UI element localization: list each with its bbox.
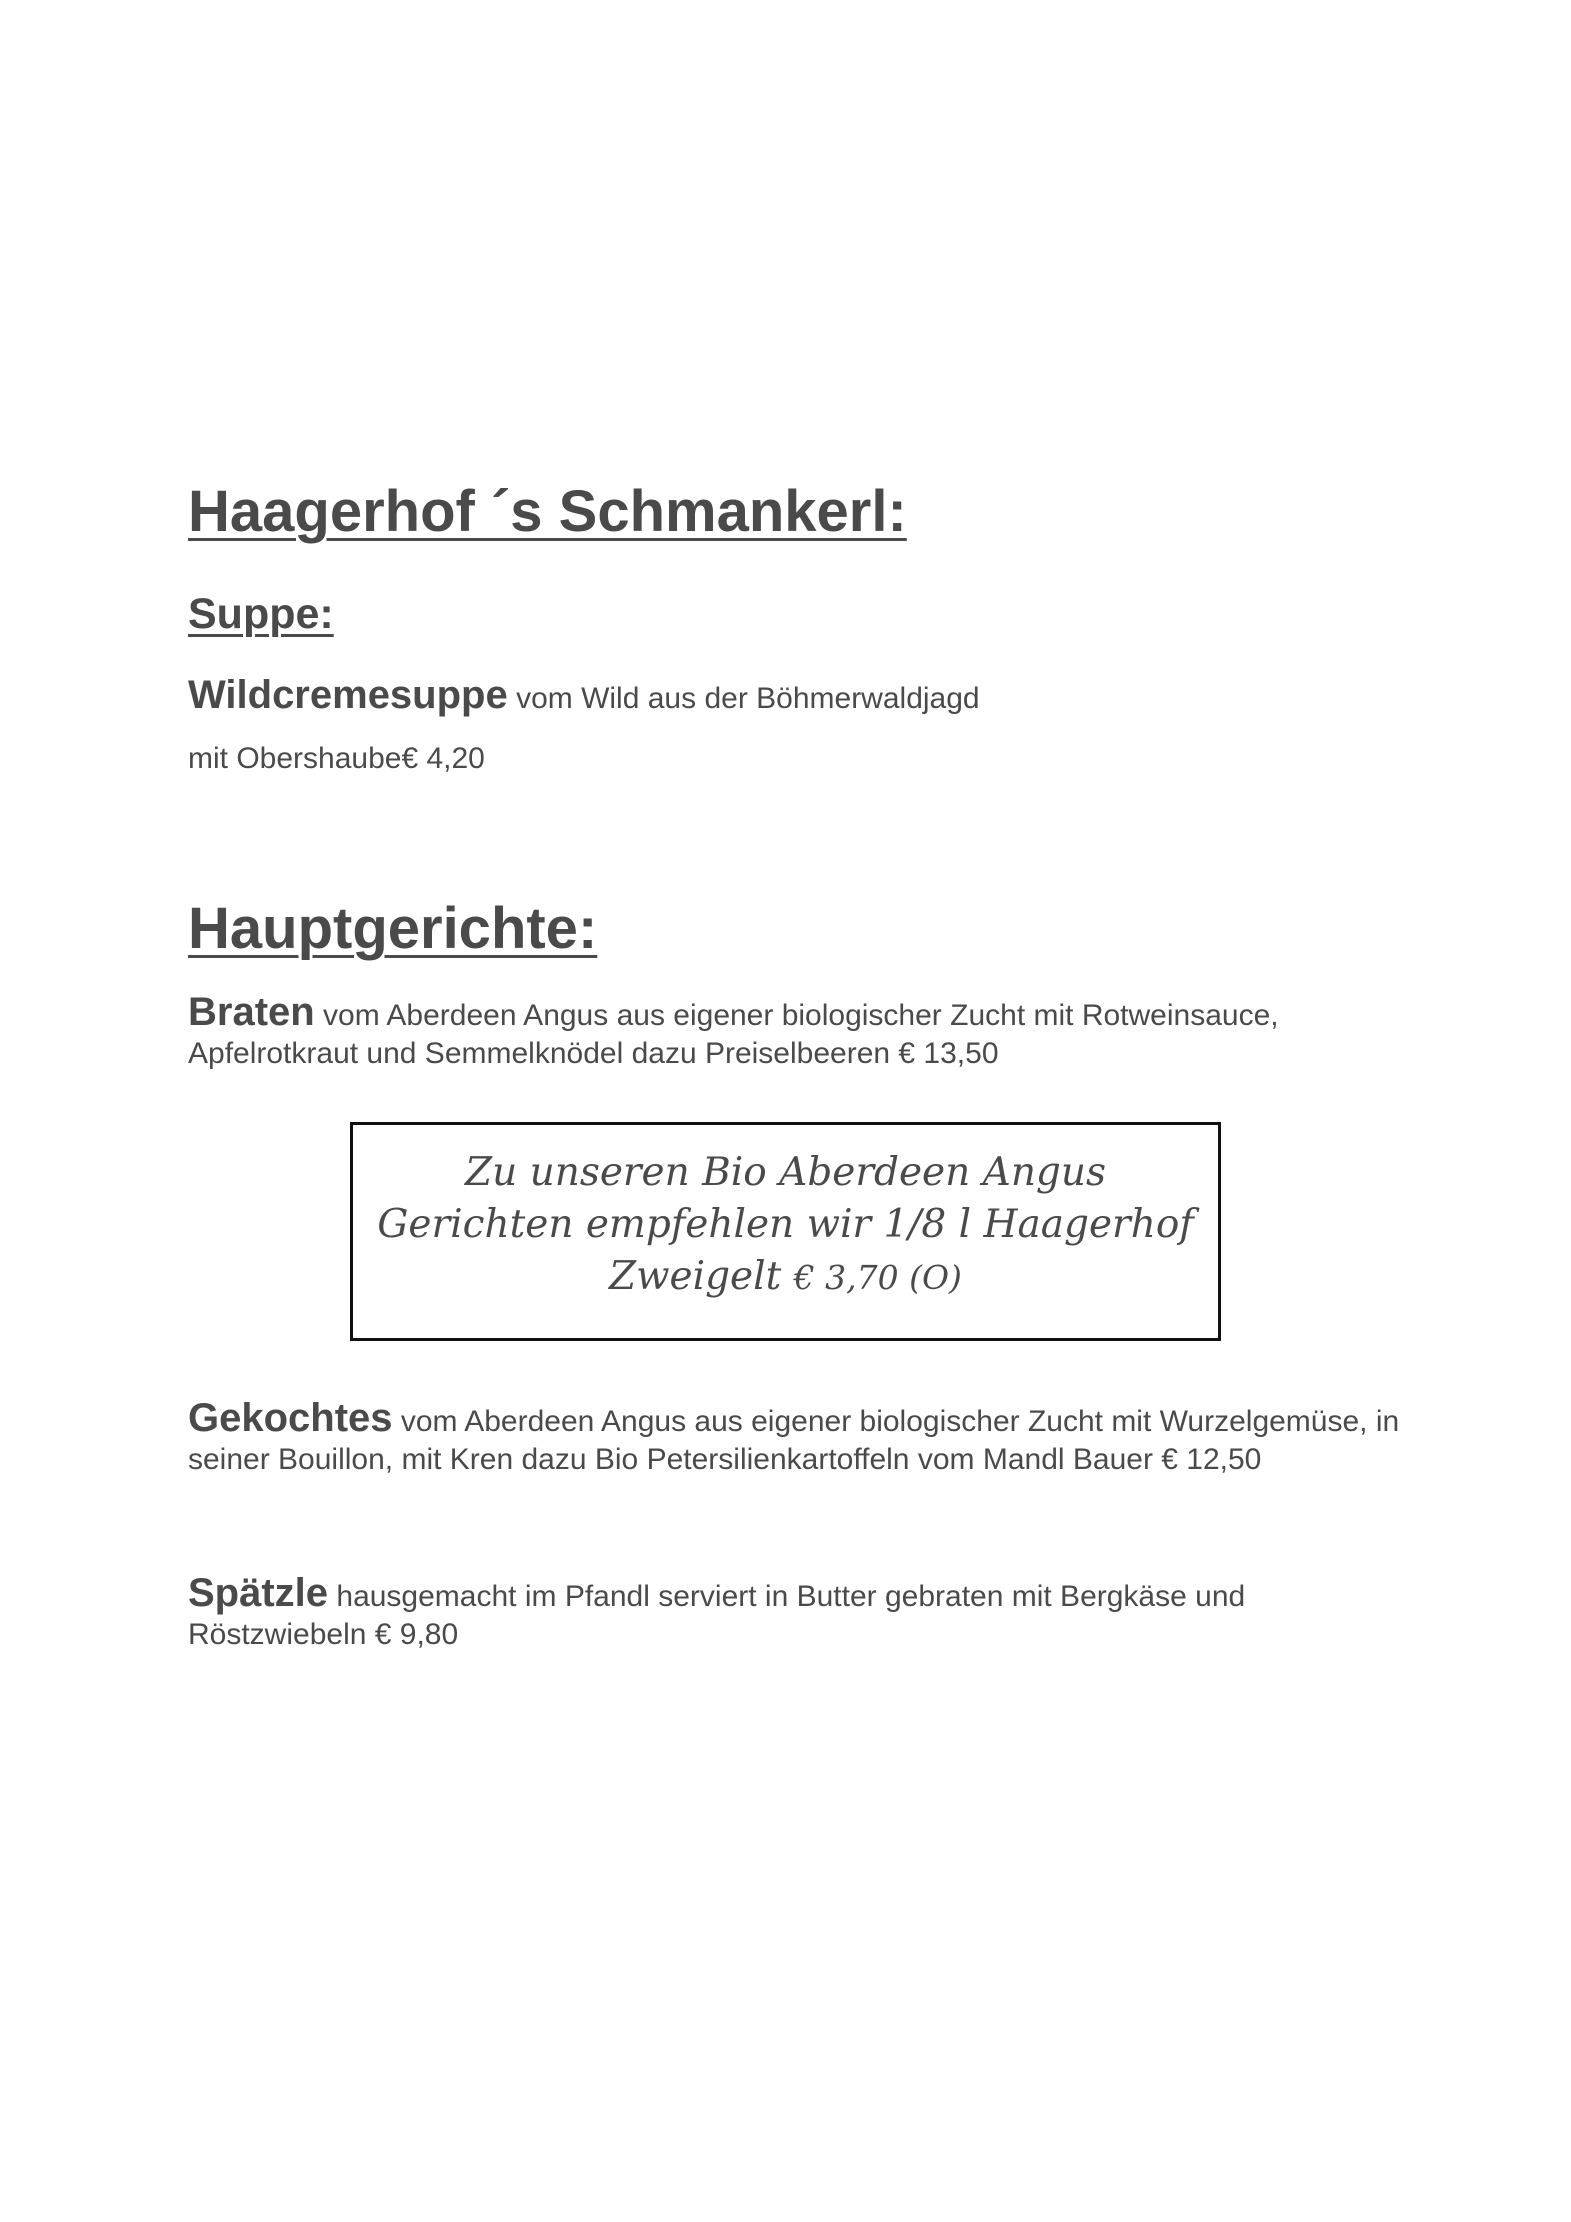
soup-item xyxy=(188,673,1408,718)
wine-recommendation-box xyxy=(350,1122,1221,1341)
dish-braten xyxy=(188,990,1408,1073)
recommendation-price: € 3,70 (O) xyxy=(793,1258,962,1297)
recommendation-line-3 xyxy=(353,1251,1218,1304)
soup-item-name: Wildcremesuppe xyxy=(188,673,508,717)
main-dishes-heading: Hauptgerichte: xyxy=(188,896,598,961)
soup-item-description: vom Wild aus der Böhmerwaldjagd xyxy=(507,682,980,715)
dish-name: Gekochtes xyxy=(188,1396,393,1440)
page-title: Haagerhof ´s Schmankerl: xyxy=(188,479,907,544)
dish-description: vom Aberdeen Angus aus eigener biologischer Zucht mit Wurzelgemüse, in seiner Bouillon, mit Kren dazu Bio Petersilienkartoffeln vom Mandl Bauer € 12,50 xyxy=(188,1405,1400,1476)
dish-description: hausgemacht im Pfandl serviert in Butter gebraten mit Bergkäse und Röstzwiebeln € 9,80 xyxy=(188,1580,1246,1651)
dish-name: Braten xyxy=(188,990,315,1034)
soup-item-price-line: mit Obershaube€ 4,20 xyxy=(188,742,485,775)
recommendation-line-1: Zu unseren Bio Aberdeen Angus xyxy=(464,1150,1107,1195)
dish-gekochtes xyxy=(188,1396,1408,1479)
recommendation-wine-name: Zweigelt xyxy=(609,1254,794,1299)
dish-description: vom Aberdeen Angus aus eigener biologischer Zucht mit Rotweinsauce, Apfelrotkraut und Semmelknödel dazu Preiselbeeren € 13,50 xyxy=(188,999,1279,1070)
dish-name: Spätzle xyxy=(188,1571,329,1615)
dish-spaetzle xyxy=(188,1571,1408,1654)
soup-heading: Suppe: xyxy=(188,590,334,638)
recommendation-line-2: Gerichten empfehlen wir 1/8 l Haagerhof xyxy=(377,1202,1194,1247)
